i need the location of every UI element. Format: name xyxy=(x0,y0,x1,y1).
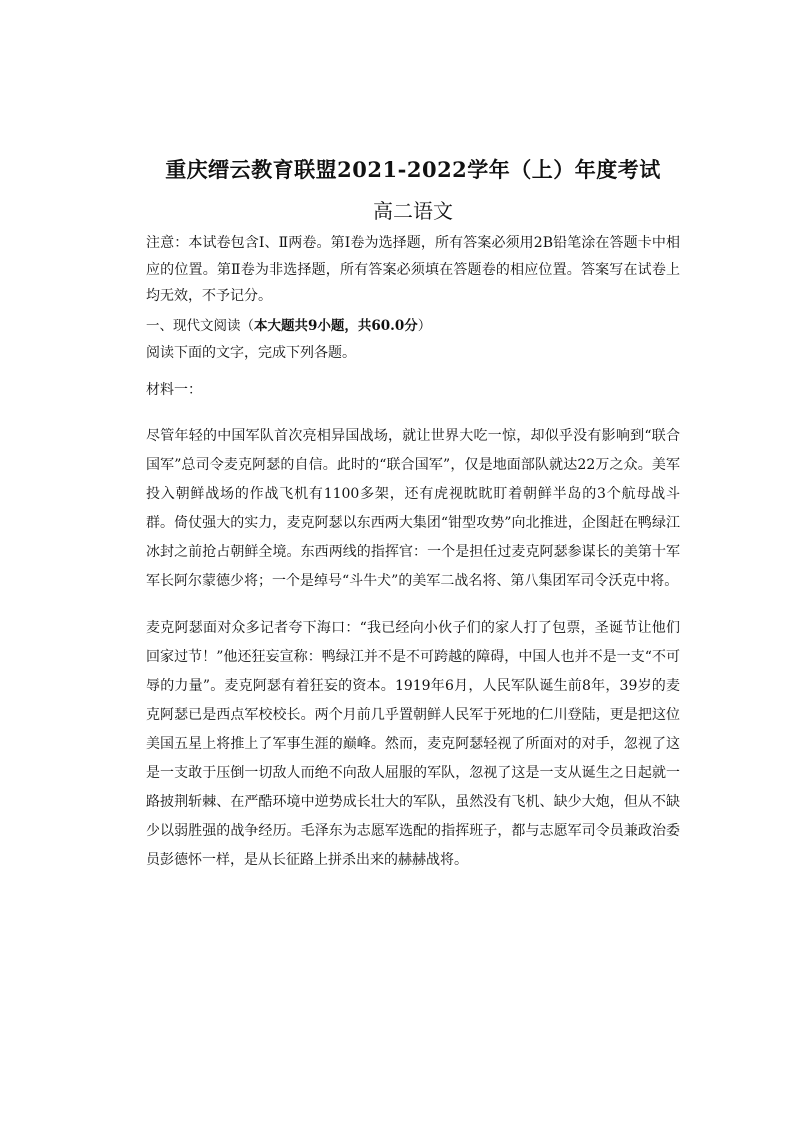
section-detail: 本大题共9小题，共60.0分 xyxy=(254,317,418,334)
paragraph-2: 麦克阿瑟面对众多记者夸下海口：“我已经向小伙子们的家人打了包票，圣诞节让他们回家过节！”他还狂妄宣称：鸭绿江并不是不可跨越的障碍，中国人也并不是一支“不可辱的力量”。麦克阿瑟有着狂妄的资本。1919年6月，人民军队诞生前8年，39岁的麦克阿瑟已是西点军校校长。两个月前几乎置朝鲜人民军于死地的仁川登陆，更是把这位美国五星上将推上了军事生涯的巅峰。然而，麦克阿瑟轻视了所面对的对手，忽视了这是一支敢于压倒一切敌人而绝不向敌人屈服的军队，忽视了这是一支从诞生之日起就一路披荆斩棘、在严酷环境中逆势成长壮大的军队，虽然没有飞机、缺少大炮，但从不缺少以弱胜强的战争经历。毛泽东为志愿军选配的指挥班子，都与志愿军司令员兼政治委员彭德怀一样，是从长征路上拼杀出来的赫赫战将。 xyxy=(146,619,680,868)
instruction-text: 阅读下面的文字，完成下列各题。 xyxy=(146,344,356,361)
exam-title: 重庆缙云教育联盟2021-2022学年（上）年度考试 xyxy=(165,157,661,182)
exam-notice: 注意：本试卷包含Ⅰ、Ⅱ两卷。第Ⅰ卷为选择题，所有答案必须用2B铅笔涂在答题卡中相应的位置。第Ⅱ卷为非选择题，所有答案必须填在答题卷的相应位置。答案写在试卷上均无效，不予记分。 xyxy=(146,235,680,304)
spacer xyxy=(146,404,680,422)
section-suffix: ） xyxy=(417,317,432,334)
material-label: 材料一： xyxy=(146,381,202,398)
exam-page xyxy=(146,150,680,875)
spacer xyxy=(146,367,680,377)
section-heading xyxy=(146,312,680,340)
exam-subtitle: 高二语文 xyxy=(373,199,453,223)
spacer xyxy=(146,596,680,614)
section-prefix: 一、现代文阅读（ xyxy=(146,317,254,334)
paragraph-1: 尽管年轻的中国军队首次亮相异国战场，就让世界大吃一惊，却似乎没有影响到“联合国军”总司令麦克阿瑟的自信。此时的“联合国军”，仅是地面部队就达22万之众。美军投入朝鲜战场的作战飞机有1100多架，还有虎视眈眈盯着朝鲜半岛的3个航母战斗群。倚仗强大的实力，麦克阿瑟以东西两大集团“钳型攻势”向北推进，企图赶在鸭绿江冰封之前抢占朝鲜全境。东西两线的指挥官：一个是担任过麦克阿瑟参谋长的美第十军军长阿尔蒙德少将；一个是绰号“斗牛犬”的美军二战名将、第八集团军司令沃克中将。 xyxy=(146,427,680,589)
